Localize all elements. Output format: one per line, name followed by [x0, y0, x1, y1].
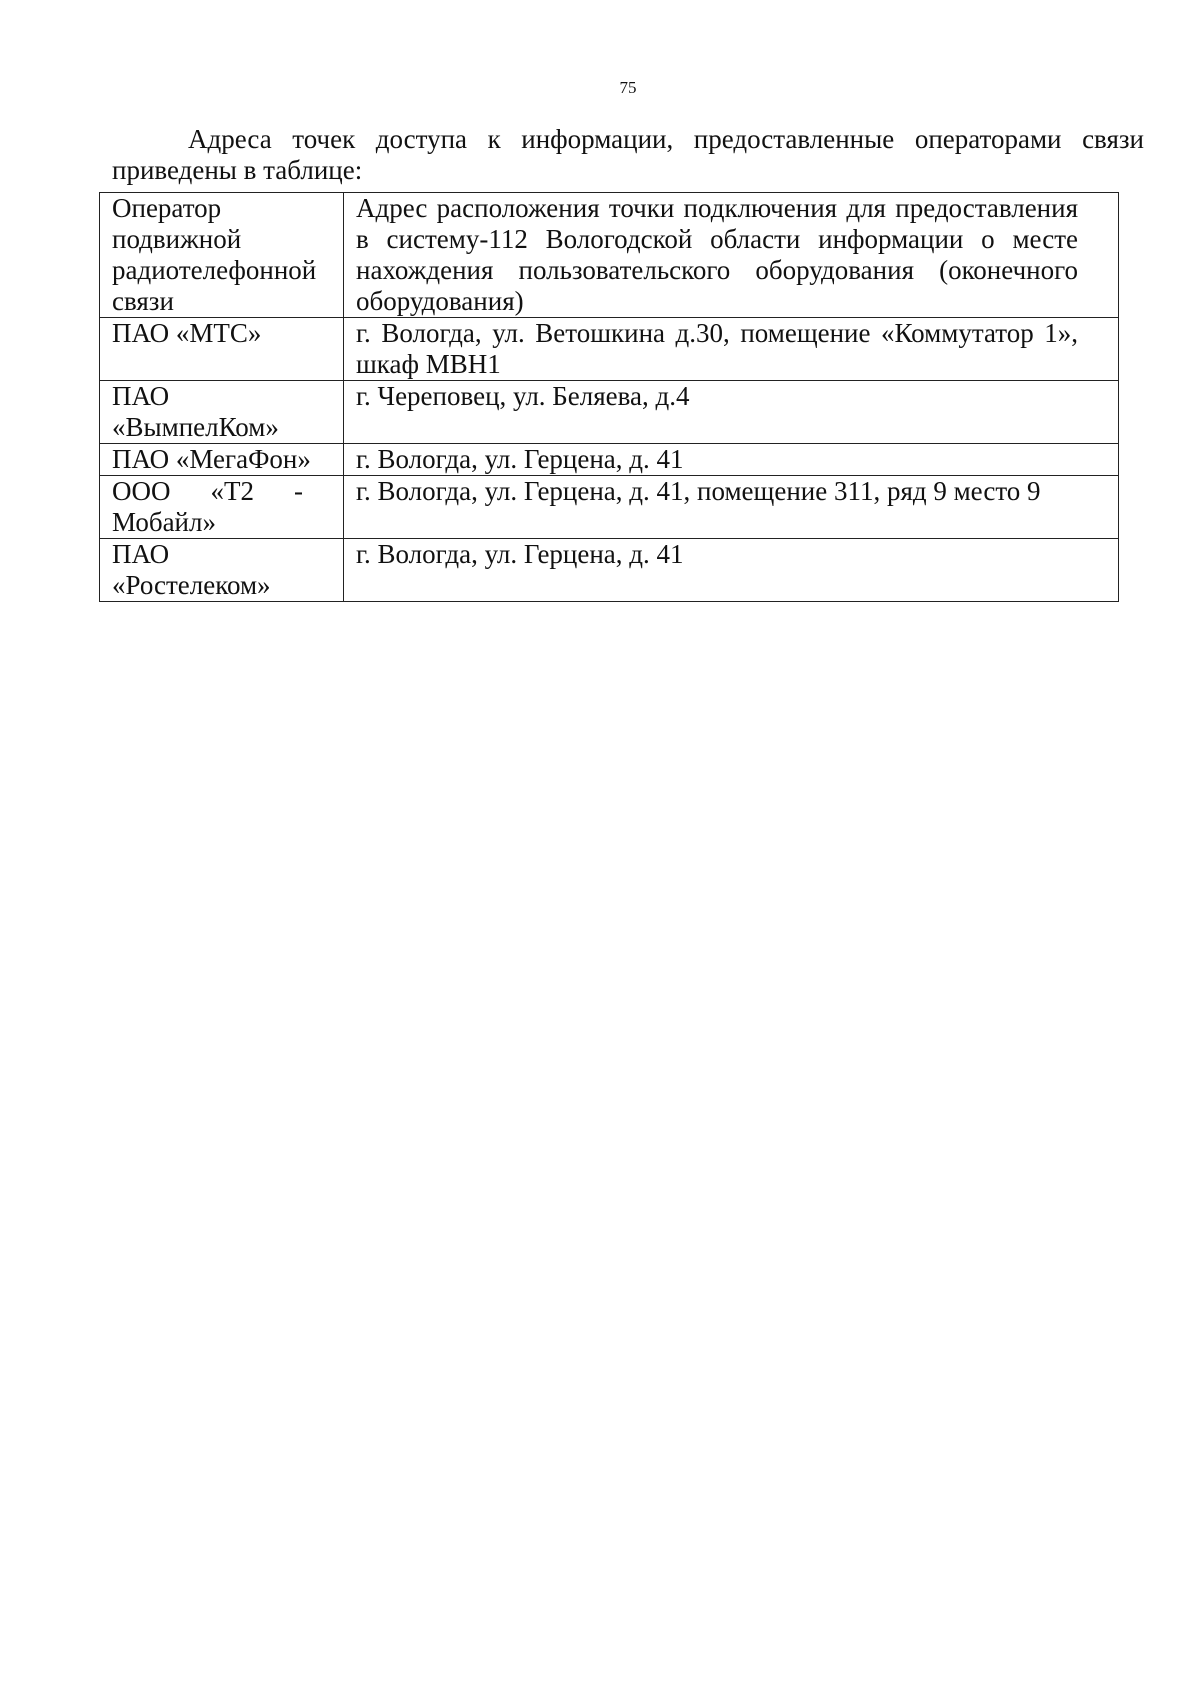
address-cell: г. Вологда, ул. Герцена, д. 41 — [344, 539, 1119, 602]
header-operator: Оператор подвижной радиотелефонной связи — [100, 193, 344, 318]
operator-cell: ПАО «Ростелеком» — [100, 539, 344, 602]
intro-paragraph: Адреса точек доступа к информации, предоставленные операторами связи приведены в таблице: — [112, 124, 1144, 185]
table-row — [100, 318, 1119, 381]
table-row — [100, 476, 1119, 539]
address-cell: г. Вологда, ул. Ветошкина д.30, помещение «Коммутатор 1», шкаф МВН1 — [344, 318, 1119, 381]
table-row — [100, 539, 1119, 602]
operators-table — [99, 192, 1119, 602]
operator-cell: ООО «Т2 - Мобайл» — [100, 476, 344, 539]
address-cell: г. Череповец, ул. Беляева, д.4 — [344, 381, 1119, 444]
address-cell: г. Вологда, ул. Герцена, д. 41 — [344, 444, 1119, 476]
header-address: Адрес расположения точки подключения для предоставления в систему-112 Вологодской области информации о месте нахождения пользовательского оборудования (оконечного оборудования) — [344, 193, 1119, 318]
operator-cell: ПАО «ВымпелКом» — [100, 381, 344, 444]
table-row — [100, 444, 1119, 476]
page-number: 75 — [619, 78, 637, 97]
table-header-row — [100, 193, 1119, 318]
operator-cell: ПАО «МегаФон» — [100, 444, 344, 476]
operator-cell: ПАО «МТС» — [100, 318, 344, 381]
address-cell: г. Вологда, ул. Герцена, д. 41, помещение 311, ряд 9 место 9 — [344, 476, 1119, 539]
table-row — [100, 381, 1119, 444]
